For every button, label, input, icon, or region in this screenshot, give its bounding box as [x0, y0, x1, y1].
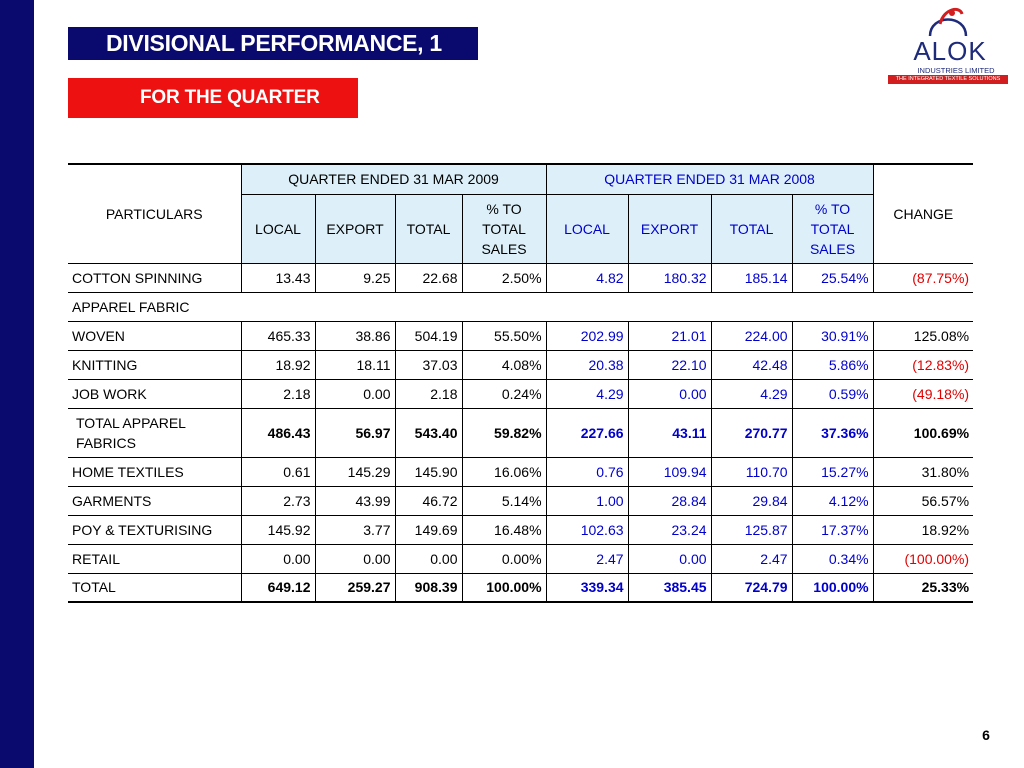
cell-export-2009: 38.86	[315, 321, 395, 350]
row-label: POY & TEXTURISING	[68, 515, 241, 544]
row-label: TOTAL APPAREL FABRICS	[68, 408, 241, 457]
row-label: COTTON SPINNING	[68, 263, 241, 292]
slide-subtitle: FOR THE QUARTER	[68, 78, 358, 118]
cell-export-2009: 0.00	[315, 379, 395, 408]
logo-tagline: THE INTEGRATED TEXTILE SOLUTIONS	[888, 75, 1008, 84]
cell-local-2008: 1.00	[546, 486, 628, 515]
row-label: GARMENTS	[68, 486, 241, 515]
cell-total-2009: 0.00	[395, 544, 462, 573]
cell-total-2009: 149.69	[395, 515, 462, 544]
cell-change: 31.80%	[873, 457, 973, 486]
cell-pct-2009: 2.50%	[462, 263, 546, 292]
cell-local-2009: 486.43	[241, 408, 315, 457]
cell-total-2008: 2.47	[711, 544, 792, 573]
cell-pct-2008: 25.54%	[792, 263, 873, 292]
cell-total-2009: 22.68	[395, 263, 462, 292]
logo-name: ALOK	[913, 36, 987, 66]
cell-pct-2008: 15.27%	[792, 457, 873, 486]
cell-pct-2008: 100.00%	[792, 573, 873, 602]
cell-change: 25.33%	[873, 573, 973, 602]
cell-pct-2008: 5.86%	[792, 350, 873, 379]
cell-export-2008: 23.24	[628, 515, 711, 544]
cell-pct-2009: 16.06%	[462, 457, 546, 486]
header-quarter-2009: QUARTER ENDED 31 MAR 2009	[241, 164, 546, 194]
table-row	[68, 486, 973, 515]
cell-pct-2008: 4.12%	[792, 486, 873, 515]
cell-export-2009: 259.27	[315, 573, 395, 602]
cell-change: (12.83%)	[873, 350, 973, 379]
table-row	[68, 263, 973, 292]
row-label: HOME TEXTILES	[68, 457, 241, 486]
header-local-2008: LOCAL	[546, 194, 628, 263]
cell-export-2008: 22.10	[628, 350, 711, 379]
cell-pct-2008: 30.91%	[792, 321, 873, 350]
cell-change: 18.92%	[873, 515, 973, 544]
cell-export-2008: 21.01	[628, 321, 711, 350]
cell-local-2008: 0.76	[546, 457, 628, 486]
row-label: JOB WORK	[68, 379, 241, 408]
left-accent-bar	[0, 0, 34, 768]
cell-local-2008: 2.47	[546, 544, 628, 573]
cell-local-2009: 0.00	[241, 544, 315, 573]
slide-title: DIVISIONAL PERFORMANCE, 1	[68, 27, 478, 60]
cell-total-2009: 543.40	[395, 408, 462, 457]
cell-local-2009: 2.18	[241, 379, 315, 408]
company-logo	[886, 4, 1010, 86]
section-row	[68, 292, 973, 321]
cell-local-2009: 649.12	[241, 573, 315, 602]
cell-local-2009: 2.73	[241, 486, 315, 515]
cell-total-2009: 37.03	[395, 350, 462, 379]
cell-export-2009: 9.25	[315, 263, 395, 292]
cell-change: 125.08%	[873, 321, 973, 350]
cell-export-2008: 180.32	[628, 263, 711, 292]
cell-total-2008: 724.79	[711, 573, 792, 602]
cell-export-2008: 109.94	[628, 457, 711, 486]
cell-export-2009: 0.00	[315, 544, 395, 573]
cell-total-2009: 908.39	[395, 573, 462, 602]
header-particulars: PARTICULARS	[68, 164, 241, 263]
cell-export-2009: 56.97	[315, 408, 395, 457]
table-row	[68, 350, 973, 379]
cell-pct-2008: 37.36%	[792, 408, 873, 457]
header-change: CHANGE	[873, 164, 973, 263]
cell-total-2008: 4.29	[711, 379, 792, 408]
cell-export-2008: 43.11	[628, 408, 711, 457]
cell-total-2008: 224.00	[711, 321, 792, 350]
total-row	[68, 573, 973, 602]
cell-total-2009: 46.72	[395, 486, 462, 515]
header-pct-2008: % TO TOTAL SALES	[792, 194, 873, 263]
header-total-2008: TOTAL	[711, 194, 792, 263]
table-row	[68, 457, 973, 486]
cell-total-2008: 110.70	[711, 457, 792, 486]
cell-local-2009: 18.92	[241, 350, 315, 379]
cell-total-2008: 125.87	[711, 515, 792, 544]
page-number: 6	[982, 727, 990, 743]
cell-change: (87.75%)	[873, 263, 973, 292]
cell-pct-2008: 0.59%	[792, 379, 873, 408]
cell-local-2009: 145.92	[241, 515, 315, 544]
cell-total-2009: 2.18	[395, 379, 462, 408]
cell-total-2009: 504.19	[395, 321, 462, 350]
cell-pct-2009: 100.00%	[462, 573, 546, 602]
header-pct-2009: % TO TOTAL SALES	[462, 194, 546, 263]
cell-local-2009: 465.33	[241, 321, 315, 350]
divisional-performance-table	[68, 163, 973, 603]
cell-export-2008: 385.45	[628, 573, 711, 602]
cell-total-2008: 270.77	[711, 408, 792, 457]
cell-total-2008: 42.48	[711, 350, 792, 379]
cell-export-2008: 0.00	[628, 379, 711, 408]
cell-pct-2008: 0.34%	[792, 544, 873, 573]
cell-export-2009: 18.11	[315, 350, 395, 379]
table-row	[68, 544, 973, 573]
cell-pct-2009: 55.50%	[462, 321, 546, 350]
cell-local-2008: 202.99	[546, 321, 628, 350]
cell-change: (100.00%)	[873, 544, 973, 573]
cell-change: (49.18%)	[873, 379, 973, 408]
header-export-2008: EXPORT	[628, 194, 711, 263]
cell-local-2008: 227.66	[546, 408, 628, 457]
cell-pct-2009: 59.82%	[462, 408, 546, 457]
cell-total-2008: 185.14	[711, 263, 792, 292]
cell-pct-2009: 16.48%	[462, 515, 546, 544]
cell-local-2008: 20.38	[546, 350, 628, 379]
cell-pct-2009: 0.00%	[462, 544, 546, 573]
cell-total-2008: 29.84	[711, 486, 792, 515]
cell-local-2008: 4.29	[546, 379, 628, 408]
cell-export-2009: 3.77	[315, 515, 395, 544]
cell-change: 100.69%	[873, 408, 973, 457]
logo-company-line: INDUSTRIES LIMITED	[917, 66, 995, 75]
row-label: KNITTING	[68, 350, 241, 379]
cell-total-2009: 145.90	[395, 457, 462, 486]
cell-local-2009: 13.43	[241, 263, 315, 292]
cell-export-2009: 145.29	[315, 457, 395, 486]
cell-change: 56.57%	[873, 486, 973, 515]
row-label: TOTAL	[68, 573, 241, 602]
section-apparel-fabric: APPAREL FABRIC	[68, 292, 973, 321]
cell-export-2009: 43.99	[315, 486, 395, 515]
cell-pct-2009: 4.08%	[462, 350, 546, 379]
cell-local-2008: 339.34	[546, 573, 628, 602]
header-local-2009: LOCAL	[241, 194, 315, 263]
subtotal-row	[68, 408, 973, 457]
row-label: WOVEN	[68, 321, 241, 350]
cell-pct-2008: 17.37%	[792, 515, 873, 544]
cell-export-2008: 28.84	[628, 486, 711, 515]
header-quarter-2008: QUARTER ENDED 31 MAR 2008	[546, 164, 873, 194]
table-row	[68, 321, 973, 350]
logo-swoosh-icon	[926, 4, 970, 40]
cell-local-2008: 102.63	[546, 515, 628, 544]
cell-export-2008: 0.00	[628, 544, 711, 573]
header-export-2009: EXPORT	[315, 194, 395, 263]
table-row	[68, 379, 973, 408]
table-row	[68, 515, 973, 544]
cell-local-2009: 0.61	[241, 457, 315, 486]
header-total-2009: TOTAL	[395, 194, 462, 263]
cell-pct-2009: 5.14%	[462, 486, 546, 515]
cell-pct-2009: 0.24%	[462, 379, 546, 408]
cell-local-2008: 4.82	[546, 263, 628, 292]
row-label: RETAIL	[68, 544, 241, 573]
